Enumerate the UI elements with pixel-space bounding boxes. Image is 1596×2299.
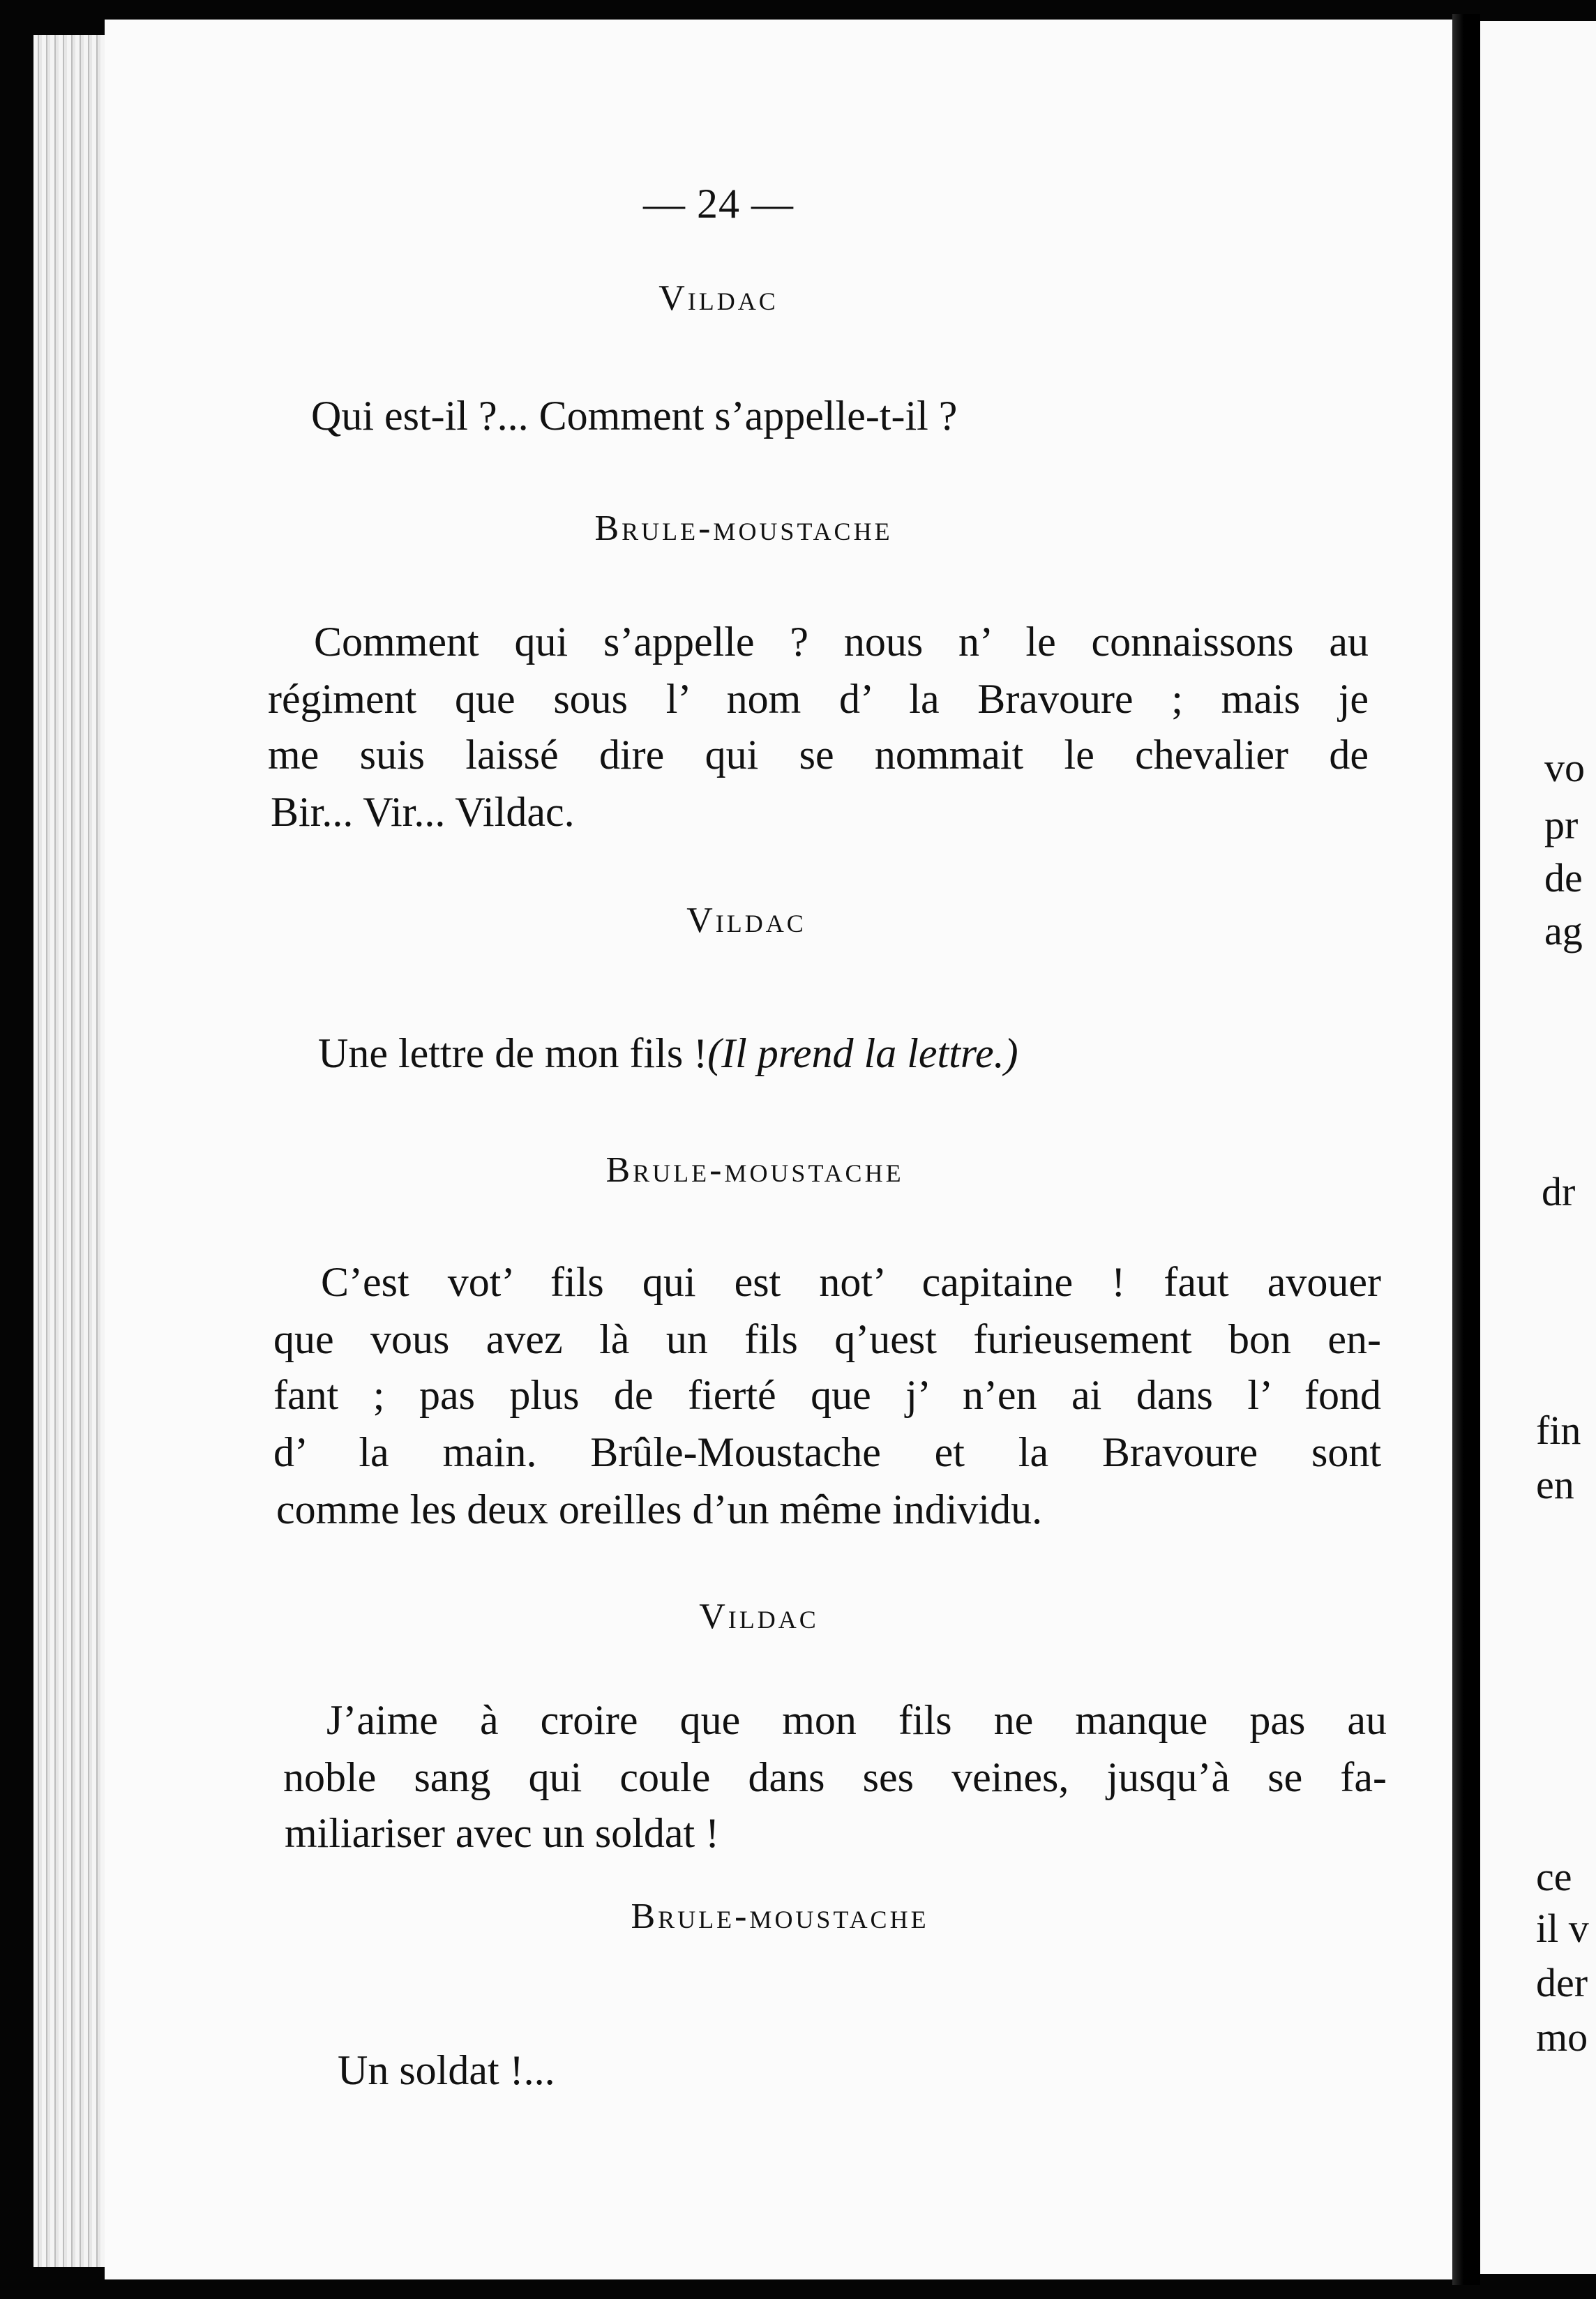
speech-line: me suis laissé dire qui se nommait le chevalier de — [268, 732, 1369, 778]
facing-fragment: pr — [1544, 802, 1579, 847]
speaker-brule-moustache: Brule-moustache — [594, 508, 893, 548]
book-gutter — [1452, 14, 1480, 2285]
speech-line: Qui est-il ?... Comment s’appelle-t-il ? — [311, 393, 958, 439]
facing-fragment: der — [1536, 1960, 1588, 2005]
facing-page — [1480, 21, 1596, 2274]
speech-line: que vous avez là un fils q’uest furieusement bon en- — [273, 1316, 1381, 1362]
speech-line: Bir... Vir... Vildac. — [271, 789, 575, 835]
facing-fragment: il v — [1536, 1906, 1589, 1951]
speech-line: J’aime à croire que mon fils ne manque pas au — [326, 1697, 1387, 1743]
speech-line — [318, 1032, 1018, 1074]
speaker-brule-moustache: Brule-moustache — [605, 1150, 904, 1190]
speaker-vildac: Vildac — [699, 1597, 819, 1636]
speech-line: fant ; pas plus de fierté que j’ n’en ai dans l’ fond — [273, 1372, 1381, 1418]
speaker-brule-moustache: Brule-moustache — [631, 1897, 929, 1936]
facing-fragment: vo — [1544, 745, 1585, 790]
speech-line: comme les deux oreilles d’un même individu. — [276, 1486, 1043, 1532]
speech-text: Une lettre de mon fils ! — [318, 1030, 708, 1076]
speech-line: régiment que sous l’ nom d’ la Bravoure ; mais je — [268, 676, 1369, 722]
speech-line: Comment qui s’appelle ? nous n’ le connaissons au — [314, 619, 1369, 665]
facing-fragment: fin — [1536, 1408, 1581, 1453]
speech-line: d’ la main. Brûle-Moustache et la Bravoure sont — [273, 1429, 1381, 1475]
speaker-vildac: Vildac — [658, 278, 778, 318]
facing-fragment: en — [1536, 1462, 1574, 1507]
speech-line: C’est vot’ fils qui est not’ capitaine ! faut avouer — [321, 1259, 1381, 1305]
page-number: — 24 — — [643, 181, 794, 227]
speaker-vildac: Vildac — [686, 900, 806, 940]
speech-line: miliariser avec un soldat ! — [285, 1810, 720, 1856]
speech-line: Un soldat !... — [338, 2047, 555, 2093]
facing-fragment: mo — [1536, 2014, 1588, 2060]
facing-fragment: ag — [1544, 908, 1583, 953]
facing-fragment: ce — [1536, 1854, 1572, 1899]
facing-fragment: dr — [1542, 1169, 1576, 1214]
speech-line: noble sang qui coule dans ses veines, jusqu’à se fa- — [283, 1754, 1387, 1800]
stage-direction: (Il prend la lettre.) — [707, 1030, 1018, 1076]
facing-fragment: de — [1544, 855, 1583, 900]
